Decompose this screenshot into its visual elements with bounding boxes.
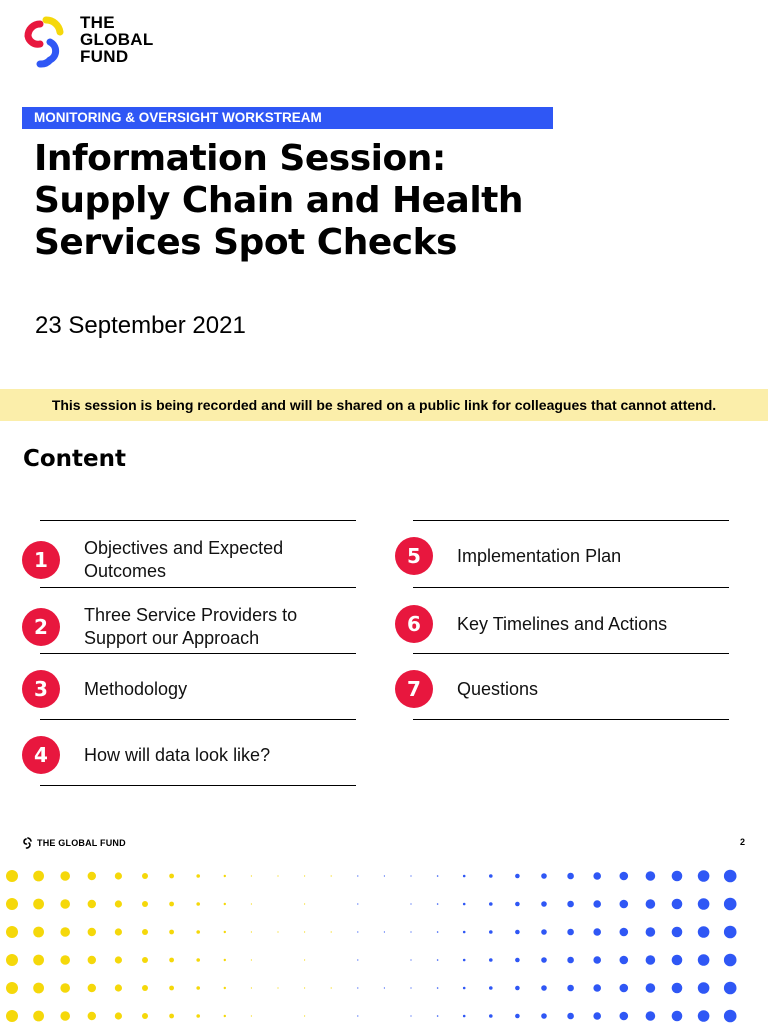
decorative-dot xyxy=(115,872,122,879)
decorative-dot xyxy=(142,957,148,963)
decorative-dot xyxy=(304,931,305,932)
decorative-dot xyxy=(698,898,710,910)
decorative-dot xyxy=(60,1011,70,1021)
decorative-dot xyxy=(60,899,70,909)
decorative-dot xyxy=(463,1015,466,1018)
decorative-dot xyxy=(410,931,411,932)
decorative-dot xyxy=(620,1012,629,1021)
decorative-dot xyxy=(489,930,493,934)
toc-item-label: Implementation Plan xyxy=(457,545,622,566)
decorative-dot xyxy=(437,1015,439,1017)
decorative-dot xyxy=(646,871,656,881)
decorative-dot xyxy=(541,957,547,963)
decorative-dot xyxy=(698,926,710,938)
decorative-dot xyxy=(88,984,96,992)
decorative-dot xyxy=(88,900,96,908)
decorative-dot xyxy=(357,903,358,904)
decorative-dot xyxy=(410,1015,411,1016)
decorative-dot xyxy=(646,927,656,937)
toc-item-label: How will data look like? xyxy=(84,744,271,765)
session-date: 23 September 2021 xyxy=(35,312,246,339)
decorative-dot xyxy=(593,1012,601,1020)
decorative-dot xyxy=(646,1011,656,1021)
decorative-dot xyxy=(142,929,148,935)
decorative-dot xyxy=(304,903,305,904)
decorative-dot xyxy=(251,959,252,960)
decorative-dot xyxy=(251,931,252,932)
decorative-dot xyxy=(724,982,737,995)
decorative-dot xyxy=(115,1012,122,1019)
decorative-dot xyxy=(357,931,358,932)
decorative-dot xyxy=(593,900,601,908)
toc-item-label: Questions xyxy=(457,678,539,699)
decorative-dot xyxy=(410,959,411,960)
decorative-dot xyxy=(437,875,439,877)
decorative-dot xyxy=(142,1013,148,1019)
decorative-dot xyxy=(410,903,411,904)
decorative-dot xyxy=(384,931,385,932)
footer-brand: THE GLOBAL FUND xyxy=(22,837,126,849)
decorative-dot xyxy=(357,1015,358,1016)
logo-wordmark: THE GLOBAL FUND xyxy=(80,13,154,66)
recording-notice: This session is being recorded and will be shared on a public link for colleagues that cannot attend. xyxy=(0,389,768,421)
decorative-dot xyxy=(463,903,466,906)
decorative-dot xyxy=(620,984,629,993)
decorative-dot xyxy=(196,902,200,906)
decorative-dot xyxy=(169,930,174,935)
decorative-dot xyxy=(567,929,574,936)
decorative-dot xyxy=(33,1011,44,1022)
decorative-dot xyxy=(646,899,656,909)
decorative-dot xyxy=(196,958,200,962)
decorative-dot xyxy=(541,901,547,907)
decorative-dot xyxy=(489,902,493,906)
decorative-dot xyxy=(437,931,439,933)
toc-item-2[interactable] xyxy=(22,604,297,650)
decorative-dot xyxy=(672,1011,683,1022)
toc-divider xyxy=(40,653,356,654)
toc-number-badge: 2 xyxy=(22,608,60,646)
decorative-dot xyxy=(169,902,174,907)
decorative-dot xyxy=(277,931,278,932)
toc-divider xyxy=(40,520,356,521)
decorative-dot xyxy=(169,1014,174,1019)
content-heading: Content xyxy=(23,446,127,472)
decorative-dot xyxy=(304,875,305,876)
decorative-dot xyxy=(33,983,44,994)
decorative-dot xyxy=(567,901,574,908)
decorative-dot xyxy=(88,956,96,964)
decorative-dot xyxy=(224,903,226,905)
decorative-dot xyxy=(672,871,683,882)
toc-item-3[interactable] xyxy=(22,670,187,708)
decorative-dot xyxy=(724,954,737,967)
decorative-dot xyxy=(304,1015,305,1016)
decorative-dot xyxy=(224,931,226,933)
decorative-dot xyxy=(620,928,629,937)
decorative-dot xyxy=(724,926,737,939)
decorative-dot xyxy=(515,902,520,907)
decorative-dot xyxy=(541,929,547,935)
decorative-dot xyxy=(88,872,96,880)
decorative-dot xyxy=(357,987,358,988)
decorative-dot xyxy=(169,958,174,963)
decorative-dot xyxy=(60,955,70,965)
decorative-dot xyxy=(515,1014,520,1019)
decorative-dot xyxy=(567,985,574,992)
decorative-dot xyxy=(33,955,44,966)
decorative-dot xyxy=(115,984,122,991)
decorative-dot xyxy=(33,899,44,910)
decorative-dot xyxy=(88,1012,96,1020)
decorative-dot xyxy=(672,927,683,938)
toc-divider xyxy=(40,785,356,786)
decorative-dot xyxy=(541,873,547,879)
toc-number-badge: 3 xyxy=(22,670,60,708)
toc-divider xyxy=(40,587,356,588)
toc-item-1[interactable] xyxy=(22,537,283,583)
decorative-dot xyxy=(724,870,737,883)
decorative-dot xyxy=(196,874,200,878)
global-fund-mark-icon xyxy=(22,837,33,849)
page-number: 2 xyxy=(740,837,746,847)
decorative-dot xyxy=(567,873,574,880)
decorative-dot xyxy=(60,871,70,881)
decorative-dot xyxy=(115,900,122,907)
decorative-dot xyxy=(6,982,18,994)
decorative-dot xyxy=(698,982,710,994)
decorative-dot xyxy=(142,985,148,991)
decorative-dot xyxy=(33,871,44,882)
toc-number-badge: 1 xyxy=(22,541,60,579)
decorative-dot xyxy=(541,1013,547,1019)
decorative-dot xyxy=(515,986,520,991)
decorative-dot xyxy=(142,901,148,907)
decorative-dot xyxy=(115,928,122,935)
decorative-dot xyxy=(224,987,226,989)
decorative-dot xyxy=(593,928,601,936)
decorative-dot xyxy=(169,986,174,991)
decorative-dot xyxy=(224,875,226,877)
toc-divider xyxy=(413,520,729,521)
decorative-dot xyxy=(672,899,683,910)
decorative-dot xyxy=(60,983,70,993)
decorative-dot xyxy=(88,928,96,936)
decorative-dot xyxy=(6,954,18,966)
decorative-dot xyxy=(567,957,574,964)
decorative-dot xyxy=(331,875,332,876)
decorative-dot xyxy=(331,987,332,988)
decorative-dot xyxy=(6,898,18,910)
toc-item-7[interactable] xyxy=(395,670,538,708)
decorative-dot xyxy=(698,1010,710,1022)
toc-number-badge: 6 xyxy=(395,605,433,643)
decorative-dot xyxy=(196,1014,200,1018)
decorative-dot xyxy=(304,959,305,960)
decorative-dot xyxy=(142,873,148,879)
decorative-dot xyxy=(251,875,252,876)
global-fund-logo xyxy=(20,14,170,70)
decorative-dot xyxy=(567,1013,574,1020)
decorative-dot xyxy=(196,986,200,990)
decorative-dot xyxy=(410,875,411,876)
decorative-dot-pattern xyxy=(0,860,768,1024)
workstream-banner: MONITORING & OVERSIGHT WORKSTREAM xyxy=(22,107,553,129)
decorative-dot xyxy=(384,875,385,876)
decorative-dot xyxy=(33,927,44,938)
decorative-dot xyxy=(515,930,520,935)
decorative-dot xyxy=(620,900,629,909)
decorative-dot xyxy=(277,875,278,876)
decorative-dot xyxy=(410,987,411,988)
decorative-dot xyxy=(463,959,466,962)
decorative-dot xyxy=(224,959,226,961)
decorative-dot xyxy=(6,1010,18,1022)
decorative-dot xyxy=(251,1015,252,1016)
global-fund-logo-icon xyxy=(20,16,72,68)
decorative-dot xyxy=(251,987,252,988)
decorative-dot xyxy=(489,958,493,962)
decorative-dot xyxy=(672,955,683,966)
decorative-dot xyxy=(304,987,305,988)
toc-divider xyxy=(413,653,729,654)
decorative-dot xyxy=(357,959,358,960)
decorative-dot xyxy=(115,956,122,963)
decorative-dot xyxy=(620,956,629,965)
decorative-dot xyxy=(593,984,601,992)
decorative-dot xyxy=(489,986,493,990)
toc-item-label: Objectives and Expected Outcomes xyxy=(84,538,284,581)
decorative-dot xyxy=(541,985,547,991)
decorative-dot xyxy=(515,874,520,879)
toc-number-badge: 7 xyxy=(395,670,433,708)
decorative-dot xyxy=(515,958,520,963)
toc-divider xyxy=(413,719,729,720)
decorative-dot xyxy=(6,870,18,882)
toc-item-5[interactable] xyxy=(395,537,621,575)
decorative-dot xyxy=(224,1015,226,1017)
decorative-dot xyxy=(277,987,278,988)
toc-item-6[interactable] xyxy=(395,605,667,643)
decorative-dot xyxy=(620,872,629,881)
decorative-dot xyxy=(672,983,683,994)
decorative-dot xyxy=(724,898,737,911)
decorative-dot xyxy=(489,1014,493,1018)
toc-number-badge: 5 xyxy=(395,537,433,575)
decorative-dot xyxy=(463,875,466,878)
decorative-dot xyxy=(437,987,439,989)
decorative-dot xyxy=(724,1010,737,1023)
decorative-dot xyxy=(463,987,466,990)
toc-divider xyxy=(40,719,356,720)
toc-item-4[interactable] xyxy=(22,736,270,774)
decorative-dot xyxy=(489,874,493,878)
decorative-dot xyxy=(60,927,70,937)
toc-item-label: Methodology xyxy=(84,678,188,699)
decorative-dot xyxy=(698,954,710,966)
toc-divider xyxy=(413,587,729,588)
decorative-dot xyxy=(593,956,601,964)
decorative-dot xyxy=(437,903,439,905)
decorative-dot xyxy=(6,926,18,938)
toc-number-badge: 4 xyxy=(22,736,60,774)
decorative-dot xyxy=(384,987,385,988)
decorative-dot xyxy=(437,959,439,961)
decorative-dot xyxy=(646,983,656,993)
decorative-dot xyxy=(169,874,174,879)
decorative-dot xyxy=(357,875,358,876)
page-title: Information Session: Supply Chain and Health Services Spot Checks xyxy=(34,138,524,263)
toc-item-label: Three Service Providers to Support our Approach xyxy=(84,605,298,648)
decorative-dot xyxy=(331,931,332,932)
toc-item-label: Key Timelines and Actions xyxy=(457,613,668,634)
decorative-dot xyxy=(646,955,656,965)
decorative-dot xyxy=(251,903,252,904)
decorative-dot xyxy=(698,870,710,882)
decorative-dot xyxy=(463,931,466,934)
decorative-dot xyxy=(196,930,200,934)
decorative-dot xyxy=(593,872,601,880)
